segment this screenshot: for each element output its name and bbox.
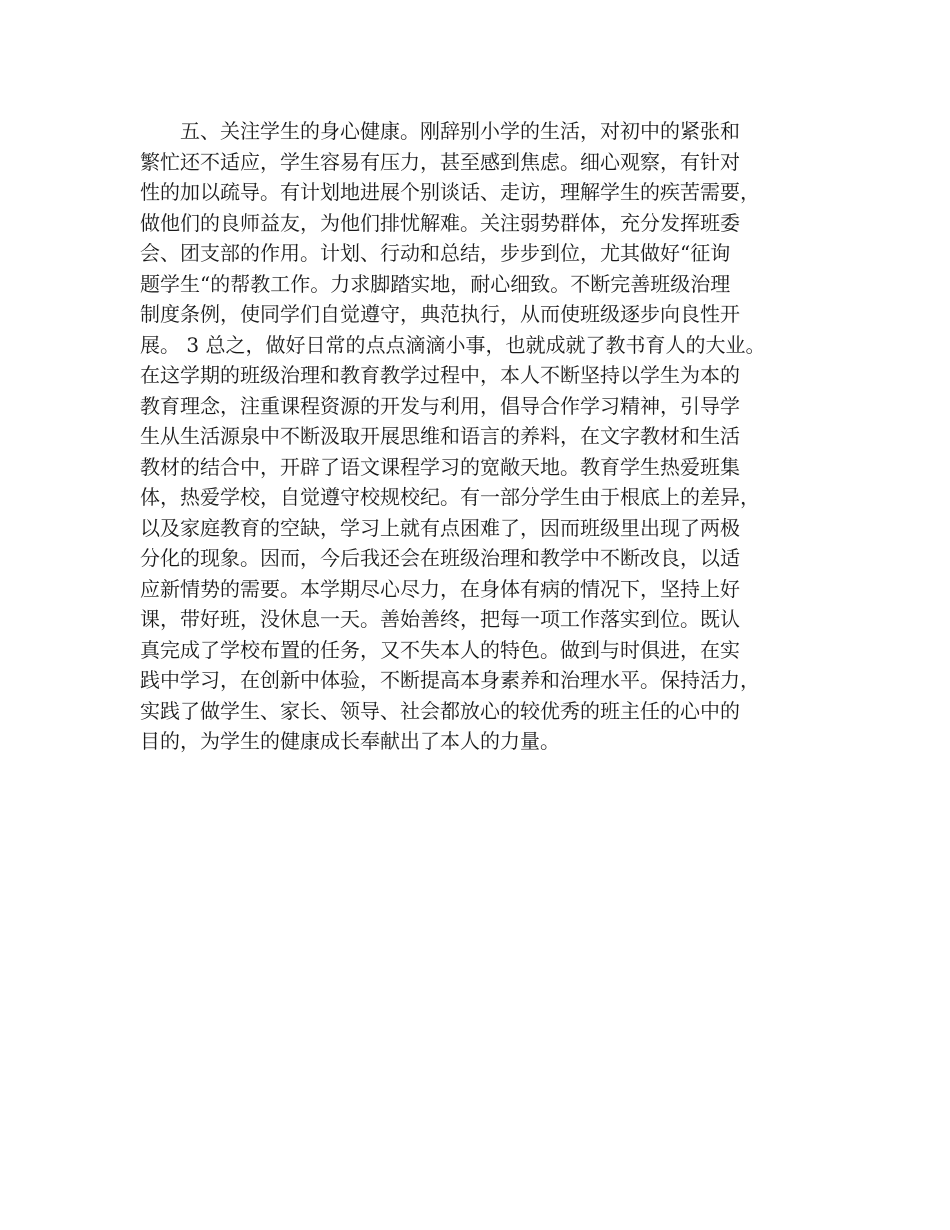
text-line: 教育理念，注重课程资源的开发与利用，倡导合作学习精神，引导学 xyxy=(140,393,740,418)
text-line: 制度条例，使同学们自觉遵守，典范执行，从而使班级逐步向良性开 xyxy=(140,302,740,326)
text-line: 课，带好班，没休息一天。善始善终，把每一项工作落实到位。既认 xyxy=(140,607,740,631)
text-line: 在这学期的班级治理和教育教学过程中，本人不断坚持以学生为本的 xyxy=(140,363,740,387)
text-line: 题学生“的帮教工作。力求脚踏实地，耐心细致。不断完善班级治理 xyxy=(140,271,731,296)
text-line: 目的，为学生的健康成长奉献出了本人的力量。 xyxy=(140,729,560,753)
text-line: 繁忙还不适应，学生容易有压力，甚至感到焦虑。细心观察，有针对 xyxy=(140,149,740,174)
text-line: 实践了做学生、家长、领导、社会都放心的较优秀的班主任的心中的 xyxy=(140,698,740,723)
text-line: 生从生活源泉中不断汲取开展思维和语言的养料，在文字教材和生活 xyxy=(140,424,740,448)
text-line: 性的加以疏导。有计划地进展个别谈话、走访，理解学生的疾苦需要， xyxy=(140,180,760,204)
text-line: 体，热爱学校，自觉遵守校规校纪。有一部分学生由于根底上的差异， xyxy=(140,485,760,509)
text-line: 展。 3 总之，做好日常的点点滴滴小事，也就成就了教书育人的大业。 xyxy=(140,332,766,357)
text-line: 五、关注学生的身心健康。刚辞别小学的生活，对初中的紧张和 xyxy=(140,119,740,143)
text-line: 以及家庭教育的空缺，学习上就有点困难了，因而班级里出现了两极 xyxy=(140,515,740,540)
text-line: 践中学习，在创新中体验，不断提高本身素养和治理水平。保持活力， xyxy=(140,668,760,692)
body-paragraph xyxy=(140,116,820,757)
text-line: 真完成了学校布置的任务，又不失本人的特色。做到与时俱进，在实 xyxy=(140,637,740,662)
text-line: 应新情势的需要。本学期尽心尽力，在身体有病的情况下，坚持上好 xyxy=(140,576,740,601)
text-line: 做他们的良师益友，为他们排忧解难。关注弱势群体，充分发挥班委 xyxy=(140,210,740,235)
text-line: 分化的现象。因而，今后我还会在班级治理和教学中不断改良，以适 xyxy=(140,546,740,570)
text-line: 会、团支部的作用。计划、行动和总结，步步到位，尤其做好“征询 xyxy=(140,241,731,265)
text-line: 教材的结合中，开辟了语文课程学习的宽敞天地。教育学生热爱班集 xyxy=(140,454,740,479)
